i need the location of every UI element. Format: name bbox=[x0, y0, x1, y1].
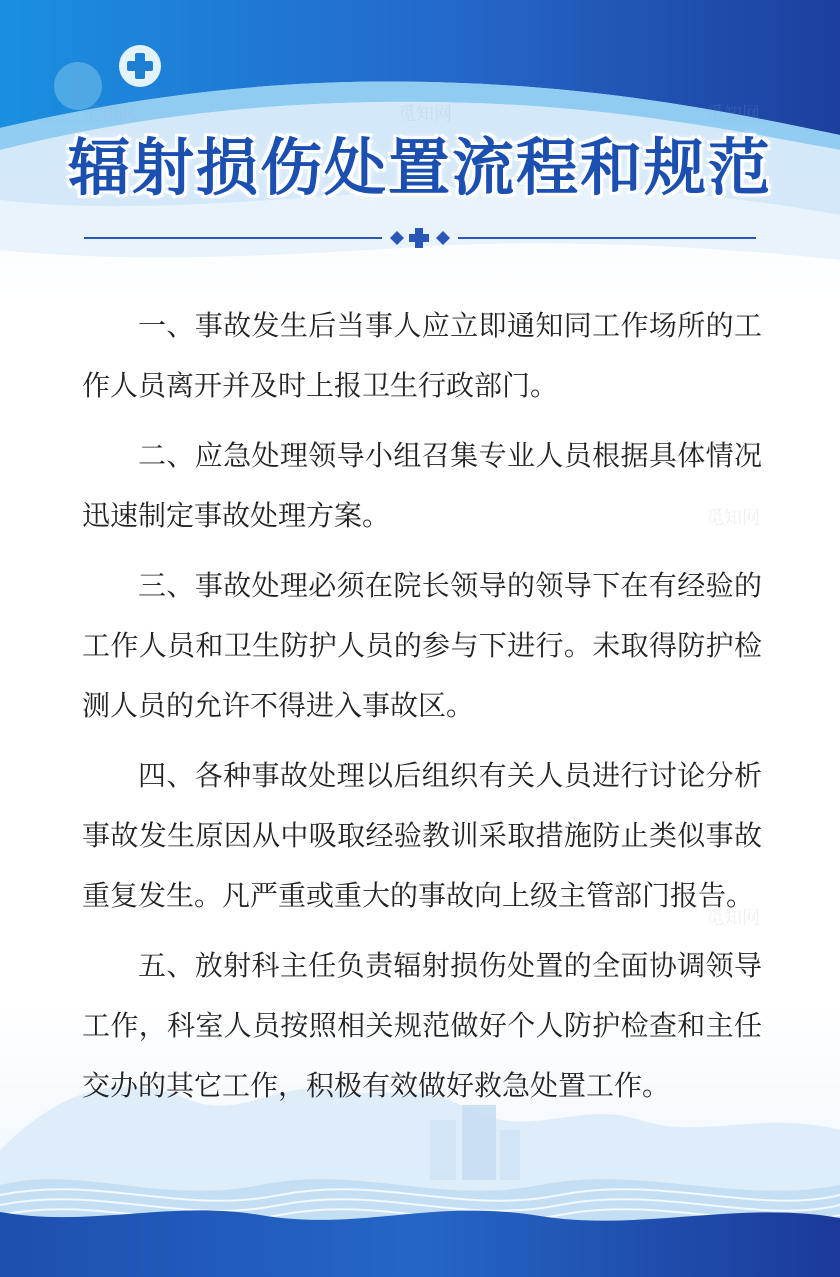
rule-paragraph-5: 五、放射科主任负责辐射损伤处置的全面协调领导工作，科室人员按照相关规范做好个人防护检查和主任交办的其它工作，积极有效做好救急处置工作。 bbox=[82, 949, 762, 1102]
page-title: 辐射损伤处置流程和规范 bbox=[67, 131, 772, 204]
watermark: 觅知网 bbox=[706, 508, 760, 529]
rule-paragraph-1: 一、事故发生后当事人应立即通知同工作场所的工作人员离开并及时上报卫生行政部门。 bbox=[82, 309, 762, 402]
rule-paragraph-2: 二、应急处理领导小组召集专业人员根据具体情况迅速制定事故处理方案。 bbox=[82, 439, 762, 532]
medical-cross-icon bbox=[118, 44, 162, 88]
diamond-cross-divider-icon bbox=[84, 226, 756, 250]
watermark: 觅知网 bbox=[706, 908, 760, 929]
rules-list bbox=[82, 296, 762, 1126]
rule-paragraph-3: 三、事故处理必须在院长领导的领导下在有经验的工作人员和卫生防护人员的参与下进行。未取得防护检测人员的允许不得进入事故区。 bbox=[82, 569, 762, 722]
rule-paragraph-4: 四、各种事故处理以后组织有关人员进行讨论分析事故发生原因从中吸取经验教训采取措施防止类似事故重复发生。凡严重或重大的事故向上级主管部门报告。 bbox=[82, 759, 762, 912]
